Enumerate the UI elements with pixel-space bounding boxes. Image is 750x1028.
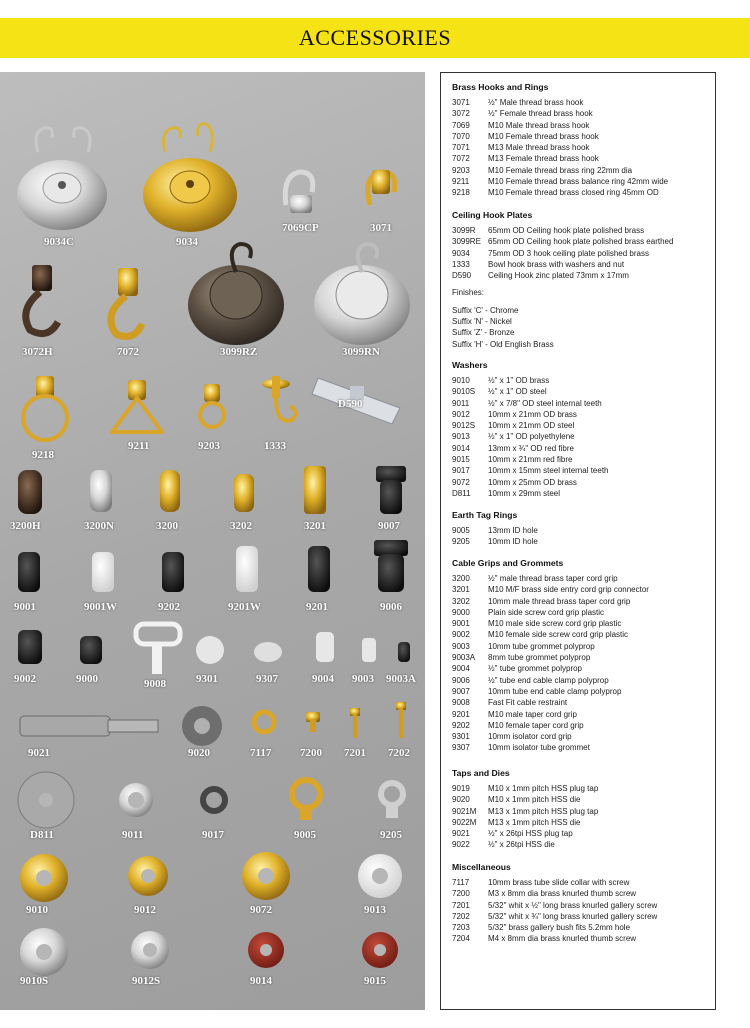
item-desc: 10mm x 29mm steel [488,488,561,498]
item-code: 9072 [452,477,470,487]
photo-label: 9202 [158,601,180,613]
catalog-row [452,641,712,652]
section-heading: Ceiling Hook Plates [452,210,533,220]
photo-label: 3200 [156,520,178,532]
item-7117 [254,712,274,732]
photo-label: 9011 [122,829,144,841]
item-code: 9008 [452,698,470,708]
item-code: 9020 [452,795,470,805]
item-code: 9003A [452,653,476,663]
item-code: 3201 [452,585,470,595]
catalog-row [452,839,712,850]
catalog-row [452,675,712,686]
item-code: 9002 [452,630,470,640]
section-miscellaneous [452,862,712,945]
item-desc: ½" Female thread brass hook [488,109,593,119]
item-9001 [18,552,40,592]
item-9012 [128,856,168,896]
item-desc: M10 male side screw cord grip plastic [488,619,622,629]
catalog-row [452,176,712,187]
photo-label: 9006 [380,601,402,613]
item-code: 7071 [452,143,470,153]
catalog-row [452,629,712,640]
catalog-row [452,652,712,663]
photo-label: 9001 [14,601,36,613]
item-desc: M10 Female thread brass balance ring 42mm wide [488,177,669,187]
item-desc: Fast Fit cable restraint [488,698,568,708]
item-desc: ½" x 7/8" OD steel internal teeth [488,398,602,408]
catalog-row [452,488,712,499]
item-9201w [236,546,258,592]
item-code: 9006 [452,675,470,685]
item-9015 [362,932,398,968]
section-cable-grips [452,558,712,754]
item-code: 1333 [452,259,470,269]
section-ceiling-plates [452,210,712,350]
catalog-row [452,596,712,607]
item-3071 [368,170,395,205]
item-desc: 10mm x 21mm OD steel [488,421,575,431]
item-9007 [376,466,406,514]
item-desc: 5/32" whit x ¾" long brass knurled gallery screw [488,911,658,921]
catalog-row [452,420,712,431]
item-9203 [200,384,224,427]
item-code: 9010 [452,376,470,385]
catalog-row [452,375,712,386]
item-desc: ½" x 1" OD polyethylene [488,432,575,442]
item-9205 [381,783,403,818]
item-9005 [292,780,320,820]
item-desc: 10mm isolator cord grip [488,732,572,742]
item-9202 [162,552,184,592]
item-9218 [23,376,67,440]
item-d811 [18,772,74,828]
item-code: 9201 [452,709,470,719]
product-photo [0,72,425,1010]
photo-label: D811 [30,829,54,841]
catalog-row [452,409,712,420]
catalog-row [452,686,712,697]
item-code: 3099RE [452,237,481,247]
catalog-row [452,663,712,674]
photo-label: 9003 [352,673,374,685]
photo-label: 3202 [230,520,252,532]
item-desc: M10 female side screw cord grip plastic [488,630,629,640]
item-code: 7202 [452,911,470,921]
finishes-label: Finishes: [452,288,485,298]
item-desc: 10mm x 15mm steel internal teeth [488,466,609,476]
item-desc: 10mm x 25mm OD brass [488,477,577,487]
item-3099rn [314,244,410,345]
photo-label: 9015 [364,975,386,987]
catalog-row [452,817,712,828]
photo-label: 9218 [32,449,54,461]
catalog-row [452,888,712,899]
item-9307 [254,642,282,662]
catalog-row [452,270,712,281]
item-code: 9010S [452,387,476,397]
photo-label: 9201W [228,601,261,613]
photo-label: 9001W [84,601,117,613]
item-desc: 65mm OD Ceiling hook plate polished brass [488,226,645,235]
photo-label: 9000 [76,673,98,685]
item-desc: M10 Female thread brass ring 22mm dia [488,165,633,175]
item-desc: Plain side screw cord grip plastic [488,607,605,617]
item-desc: Bowl hook brass with washers and nut [488,259,625,269]
item-desc: M3 x 8mm dia brass knurled thumb screw [488,889,637,899]
item-code: 9012S [452,421,476,431]
photo-label: 9010 [26,904,48,916]
finish-item: Suffix 'C' - Chrome [452,305,519,315]
item-code: 9004 [452,664,470,674]
catalog-row [452,153,712,164]
catalog-row [452,922,712,933]
item-9010 [20,854,68,902]
photo-label: 7117 [250,747,272,759]
catalog-row [452,731,712,742]
item-code: 9307 [452,743,470,753]
item-9014 [248,932,284,968]
section-taps-dies [452,768,712,851]
item-desc: 65mm OD Ceiling hook plate polished brass earthed [488,237,674,247]
item-code: D811 [452,488,471,498]
section-heading: Brass Hooks and Rings [452,82,549,92]
catalog-row [452,142,712,153]
catalog-row [452,584,712,595]
catalog-row [452,248,712,259]
item-9003a [398,642,410,662]
item-7072 [111,268,142,336]
item-code: 9005 [452,526,470,535]
photo-label: 9013 [364,904,386,916]
item-9034 [143,124,237,232]
item-9201 [308,546,330,592]
catalog-row [452,697,712,708]
catalog-row [452,607,712,618]
item-code: 9019 [452,784,470,793]
item-7201 [350,708,360,738]
item-code: 7117 [452,878,470,887]
photo-label: 3071 [370,222,392,234]
item-code: 9022M [452,817,477,827]
item-code: 9021 [452,829,470,839]
item-code: 3072 [452,109,470,119]
item-code: 9014 [452,443,470,453]
photo-label: 9004 [312,673,334,685]
item-9034c [17,128,107,230]
item-desc: M10 Female thread brass closed ring 45mm OD [488,188,659,198]
item-9011 [119,783,153,817]
item-9301 [196,636,224,664]
item-desc: 10mm male thread brass taper cord grip [488,596,631,606]
item-desc: 10mm tube grommet polyprop [488,641,595,651]
photo-label: 3099RZ [220,346,258,358]
item-code: 9022 [452,840,470,850]
item-desc: 13mm ID hole [488,526,538,535]
item-9010s [20,928,68,976]
catalog-row [452,443,712,454]
item-code: 7070 [452,131,470,141]
item-code: 3202 [452,596,470,606]
photo-label: 9034C [44,236,74,248]
item-code: 7072 [452,154,470,164]
item-9000 [80,636,102,664]
photo-label: 7201 [344,747,366,759]
catalog-row [452,431,712,442]
photo-label: 9012 [134,904,156,916]
item-desc: ½" x 1" OD steel [488,387,547,397]
photo-label: 9010S [20,975,49,987]
catalog-row [452,259,712,270]
item-code: 9021M [452,806,477,816]
section-heading: Taps and Dies [452,768,510,778]
item-desc: M10 Female thread brass hook [488,131,599,141]
item-9008 [136,624,180,674]
item-9211 [112,380,162,432]
item-9013 [358,854,402,898]
item-desc: Ceiling Hook zinc plated 73mm x 17mm [488,271,629,281]
item-code: 7203 [452,923,470,933]
photo-label: 9203 [198,440,220,452]
catalog-row [452,911,712,922]
section-heading: Washers [452,360,488,370]
photo-label: 7200 [300,747,322,759]
item-desc: 10mm isolator tube grommet [488,743,590,753]
catalog-row [452,536,712,547]
item-3202 [234,474,254,512]
catalog-row [452,454,712,465]
catalog-row [452,477,712,488]
item-code: 9211 [452,177,470,187]
catalog-row [452,720,712,731]
item-code: 9013 [452,432,470,442]
catalog-row [452,97,712,108]
item-desc: 8mm tube grommet polyprop [488,653,591,663]
photo-label: 9205 [380,829,402,841]
item-7200 [306,712,320,732]
photo-label: 3200N [84,520,114,532]
photo-label: D590 [338,398,363,410]
item-desc: M13 x 1mm pitch HSS plug tap [488,806,599,816]
item-3200n [90,470,112,512]
item-code: 9203 [452,165,470,175]
item-9020 [182,706,222,746]
item-desc: 5/32" brass gallery bush fits 5.2mm hole [488,923,631,933]
item-desc: ½" tube end cable clamp polyprop [488,675,609,685]
photo-label: 9301 [196,673,218,685]
photo-label: 9014 [250,975,272,987]
photo-label: 9021 [28,747,50,759]
catalog-row [452,806,712,817]
catalog-row [452,165,712,176]
catalog-row [452,900,712,911]
item-code: 7069 [452,120,470,130]
section-earth-tag [452,510,712,548]
item-desc: M10 Male thread brass hook [488,120,590,130]
photo-label: 7069CP [282,222,319,234]
catalog-row [452,120,712,131]
catalog-row [452,783,712,794]
item-code: 3071 [452,98,470,107]
item-desc: 10mm x 21mm red fibre [488,455,573,465]
photo-label: 9008 [144,678,166,690]
catalog-row [452,225,712,236]
item-code: 7201 [452,900,470,910]
item-code: 9012 [452,409,470,419]
item-3072h [26,265,58,334]
page-title: ACCESSORIES [298,25,452,50]
item-9004 [316,632,334,662]
photo-label: 1333 [264,440,286,452]
catalog-row [452,386,712,397]
catalog-row [452,236,712,247]
item-desc: ½" male thread brass taper cord grip [488,574,618,583]
item-code: 7200 [452,889,470,899]
item-desc: ½" x 1" OD brass [488,376,550,385]
catalog-row [452,794,712,805]
item-desc: 10mm ID hole [488,537,538,547]
section-heading: Earth Tag Rings [452,510,518,520]
item-desc: 10mm tube end cable clamp polyprop [488,686,622,696]
item-desc: M10 M/F brass side entry cord grip connector [488,585,649,595]
photo-label: 3099RN [342,346,380,358]
catalog-row [452,933,712,944]
item-7069cp [285,172,313,213]
catalog-row [452,398,712,409]
item-desc: ½" x 26tpi HSS die [488,840,555,850]
item-desc: M10 x 1mm pitch HSS plug tap [488,784,599,793]
item-9006 [374,540,408,592]
item-3200 [160,470,180,512]
catalog-panel [440,72,716,1010]
photo-label: 9012S [132,975,161,987]
catalog-row [452,742,712,753]
photo-label: 9072 [250,904,272,916]
item-code: 9003 [452,641,470,651]
finish-item: Suffix 'H' - Old English Brass [452,339,554,349]
item-desc: M10 x 1mm pitch HSS die [488,795,581,805]
item-code: 9034 [452,248,470,258]
item-code: 7204 [452,934,470,944]
item-desc: M4 x 8mm dia brass knurled thumb screw [488,934,637,944]
item-desc: ½" x 26tpi HSS plug tap [488,829,573,839]
item-desc: ½" tube grommet polyprop [488,664,582,674]
photo-label: 9007 [378,520,400,532]
item-code: 9218 [452,188,470,198]
item-code: 9000 [452,607,470,617]
catalog-row [452,709,712,720]
catalog-row [452,131,712,142]
item-3200h [18,470,42,514]
catalog-row [452,465,712,476]
photo-label: 9201 [306,601,328,613]
photo-label: 7202 [388,747,410,759]
photo-label: 9307 [256,673,278,685]
header-banner [0,18,750,58]
section-brass-hooks [452,82,712,199]
item-code: 9017 [452,466,470,476]
item-9017 [203,789,225,811]
photo-label: 9005 [294,829,316,841]
item-code: 9011 [452,398,470,408]
catalog-row [452,618,712,629]
item-desc: M13 x 1mm pitch HSS die [488,817,581,827]
item-desc: M13 Female thread brass hook [488,154,599,164]
item-desc: 13mm x ¾" OD red fibre [488,443,574,453]
item-code: 9205 [452,537,470,547]
photo-label: 3201 [304,520,326,532]
catalog-row [452,573,712,584]
product-illustrations [0,72,425,1010]
item-9012s [131,931,169,969]
photo-label: 9017 [202,829,224,841]
item-9072 [242,852,290,900]
item-desc: 10mm x 21mm OD brass [488,409,577,419]
photo-label: 7072 [117,346,139,358]
photo-label: 9034 [176,236,198,248]
item-desc: 10mm brass tube slide collar with screw [488,878,630,887]
item-code: 9007 [452,686,470,696]
item-7202 [396,702,406,738]
section-washers [452,360,712,499]
catalog-row [452,877,712,888]
photo-label: 3200H [10,520,41,532]
section-heading: Cable Grips and Grommets [452,558,564,568]
item-1333 [262,376,296,421]
section-heading: Miscellaneous [452,862,511,872]
item-desc: M10 male taper cord grip [488,709,577,719]
item-9003 [362,638,376,662]
catalog-row [452,108,712,119]
catalog-row [452,828,712,839]
catalog-row [452,525,712,536]
photo-label: 3072H [22,346,53,358]
catalog-row [452,187,712,198]
item-desc: M13 Male thread brass hook [488,143,590,153]
item-9002 [18,630,42,664]
item-code: 9015 [452,455,470,465]
finish-item: Suffix 'Z' - Bronze [452,328,515,338]
item-code: 3200 [452,574,470,583]
item-desc: 75mm OD 3 hook ceiling plate polished brass [488,248,649,258]
item-3201 [304,466,326,514]
photo-label: 9003A [386,673,416,685]
item-code: 9301 [452,732,470,742]
item-3099rz [188,244,284,345]
item-desc: 5/32" whit x ½" long brass knurled gallery screw [488,900,658,910]
item-code: 9202 [452,720,470,730]
item-9021 [20,716,158,736]
photo-label: 9211 [128,440,150,452]
item-code: 3099R [452,226,476,235]
item-code: D590 [452,271,472,281]
item-desc: ½" Male thread brass hook [488,98,584,107]
item-9001w [92,552,114,592]
photo-label: 9002 [14,673,36,685]
item-code: 9001 [452,619,470,629]
finish-item: Suffix 'N' - Nickel [452,317,512,327]
photo-label: 9020 [188,747,210,759]
item-desc: M10 female taper cord grip [488,720,584,730]
